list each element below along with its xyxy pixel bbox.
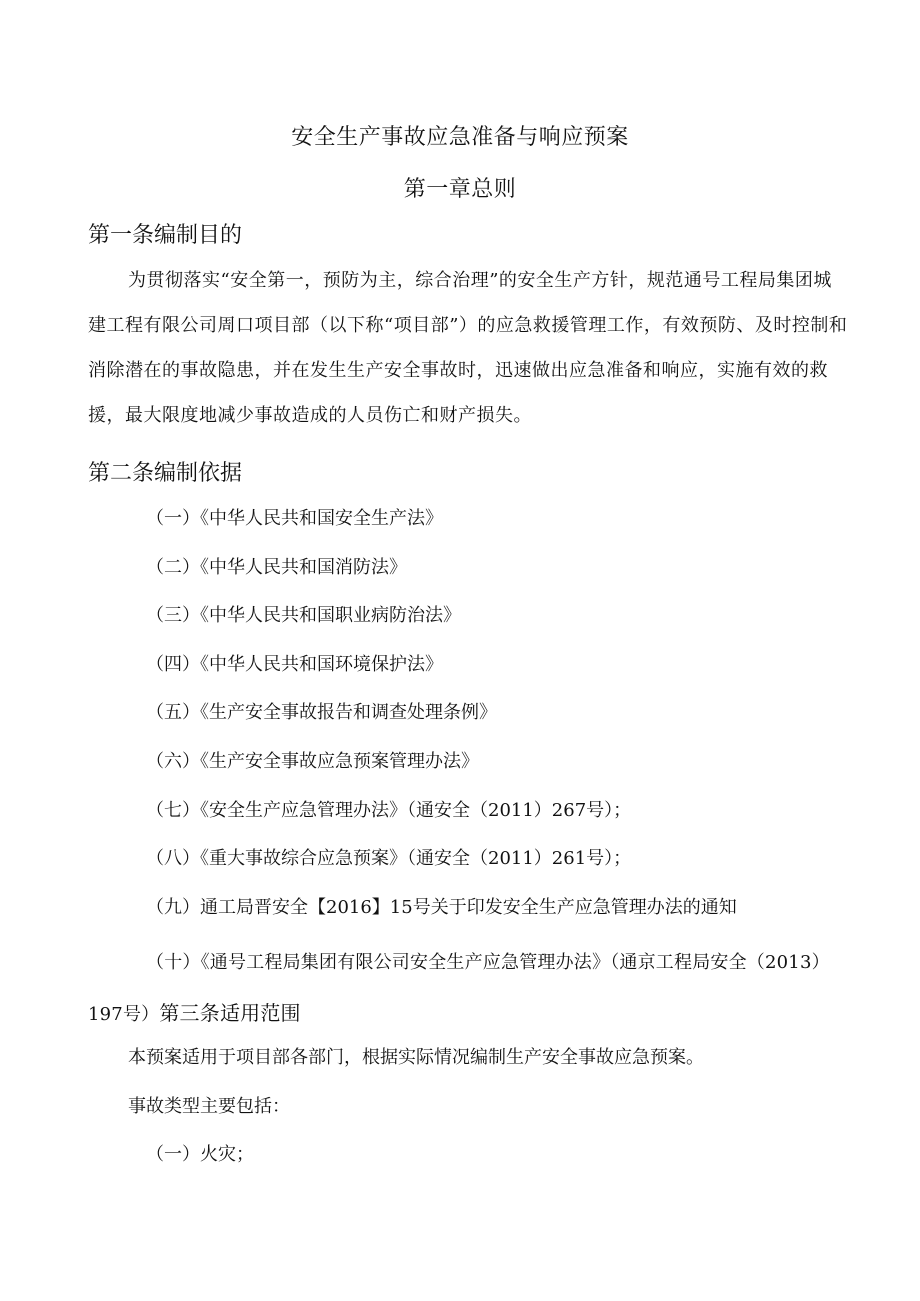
article-3-heading: 第三条适用范围 [159, 1001, 301, 1025]
basis-item-7: （七）《安全生产应急管理办法》（通安全（2011）267号）； [146, 799, 632, 821]
basis-item-9: （九）通工局晋安全【2016】15号关于印发安全生产应急管理办法的通知 [146, 896, 737, 918]
basis-item-10-text: （十）《通号工程局集团有限公司安全生产应急管理办法》（通京工程局安全（2013）197号） [88, 952, 830, 1025]
article-3-scope: 本预案适用于项目部各部门，根据实际情况编制生产安全事故应急预案。 [128, 1047, 704, 1068]
basis-item-8: （八）《重大事故综合应急预案》（通安全（2011）261号）； [146, 848, 632, 870]
basis-item-10 [88, 938, 848, 1040]
basis-item-3: （三）《中华人民共和国职业病防治法》 [146, 605, 461, 627]
basis-item-4: （四）《中华人民共和国环境保护法》 [146, 653, 443, 675]
chapter-title: 第一章总则 [403, 177, 517, 202]
article-1-body: 为贯彻落实“安全第一，预防为主，综合治理”的安全生产方针，规范通号工程局集团城建工程有限公司周口项目部（以下称“项目部”）的应急救援管理工作，有效预防、及时控制和消除潜在的事故隐患，并在发生生产安全事故时，迅速做出应急准备和响应，实施有效的救援，最大限度地减少事故造成的人员伤亡和财产损失。 [88, 270, 848, 426]
basis-item-5: （五）《生产安全事故报告和调查处理条例》 [146, 702, 497, 724]
document-title: 安全生产事故应急准备与响应预案 [291, 125, 629, 150]
basis-list [146, 505, 737, 942]
accident-types-intro: 事故类型主要包括： [128, 1096, 290, 1117]
accident-type-item-1: （一）火灾； [146, 1144, 254, 1165]
basis-item-6: （六）《生产安全事故应急预案管理办法》 [146, 750, 479, 772]
basis-item-2: （二）《中华人民共和国消防法》 [146, 556, 407, 578]
article-2-heading: 第二条编制依据 [88, 461, 243, 486]
basis-item-1: （一）《中华人民共和国安全生产法》 [146, 508, 443, 529]
article-1-heading: 第一条编制目的 [88, 223, 243, 248]
